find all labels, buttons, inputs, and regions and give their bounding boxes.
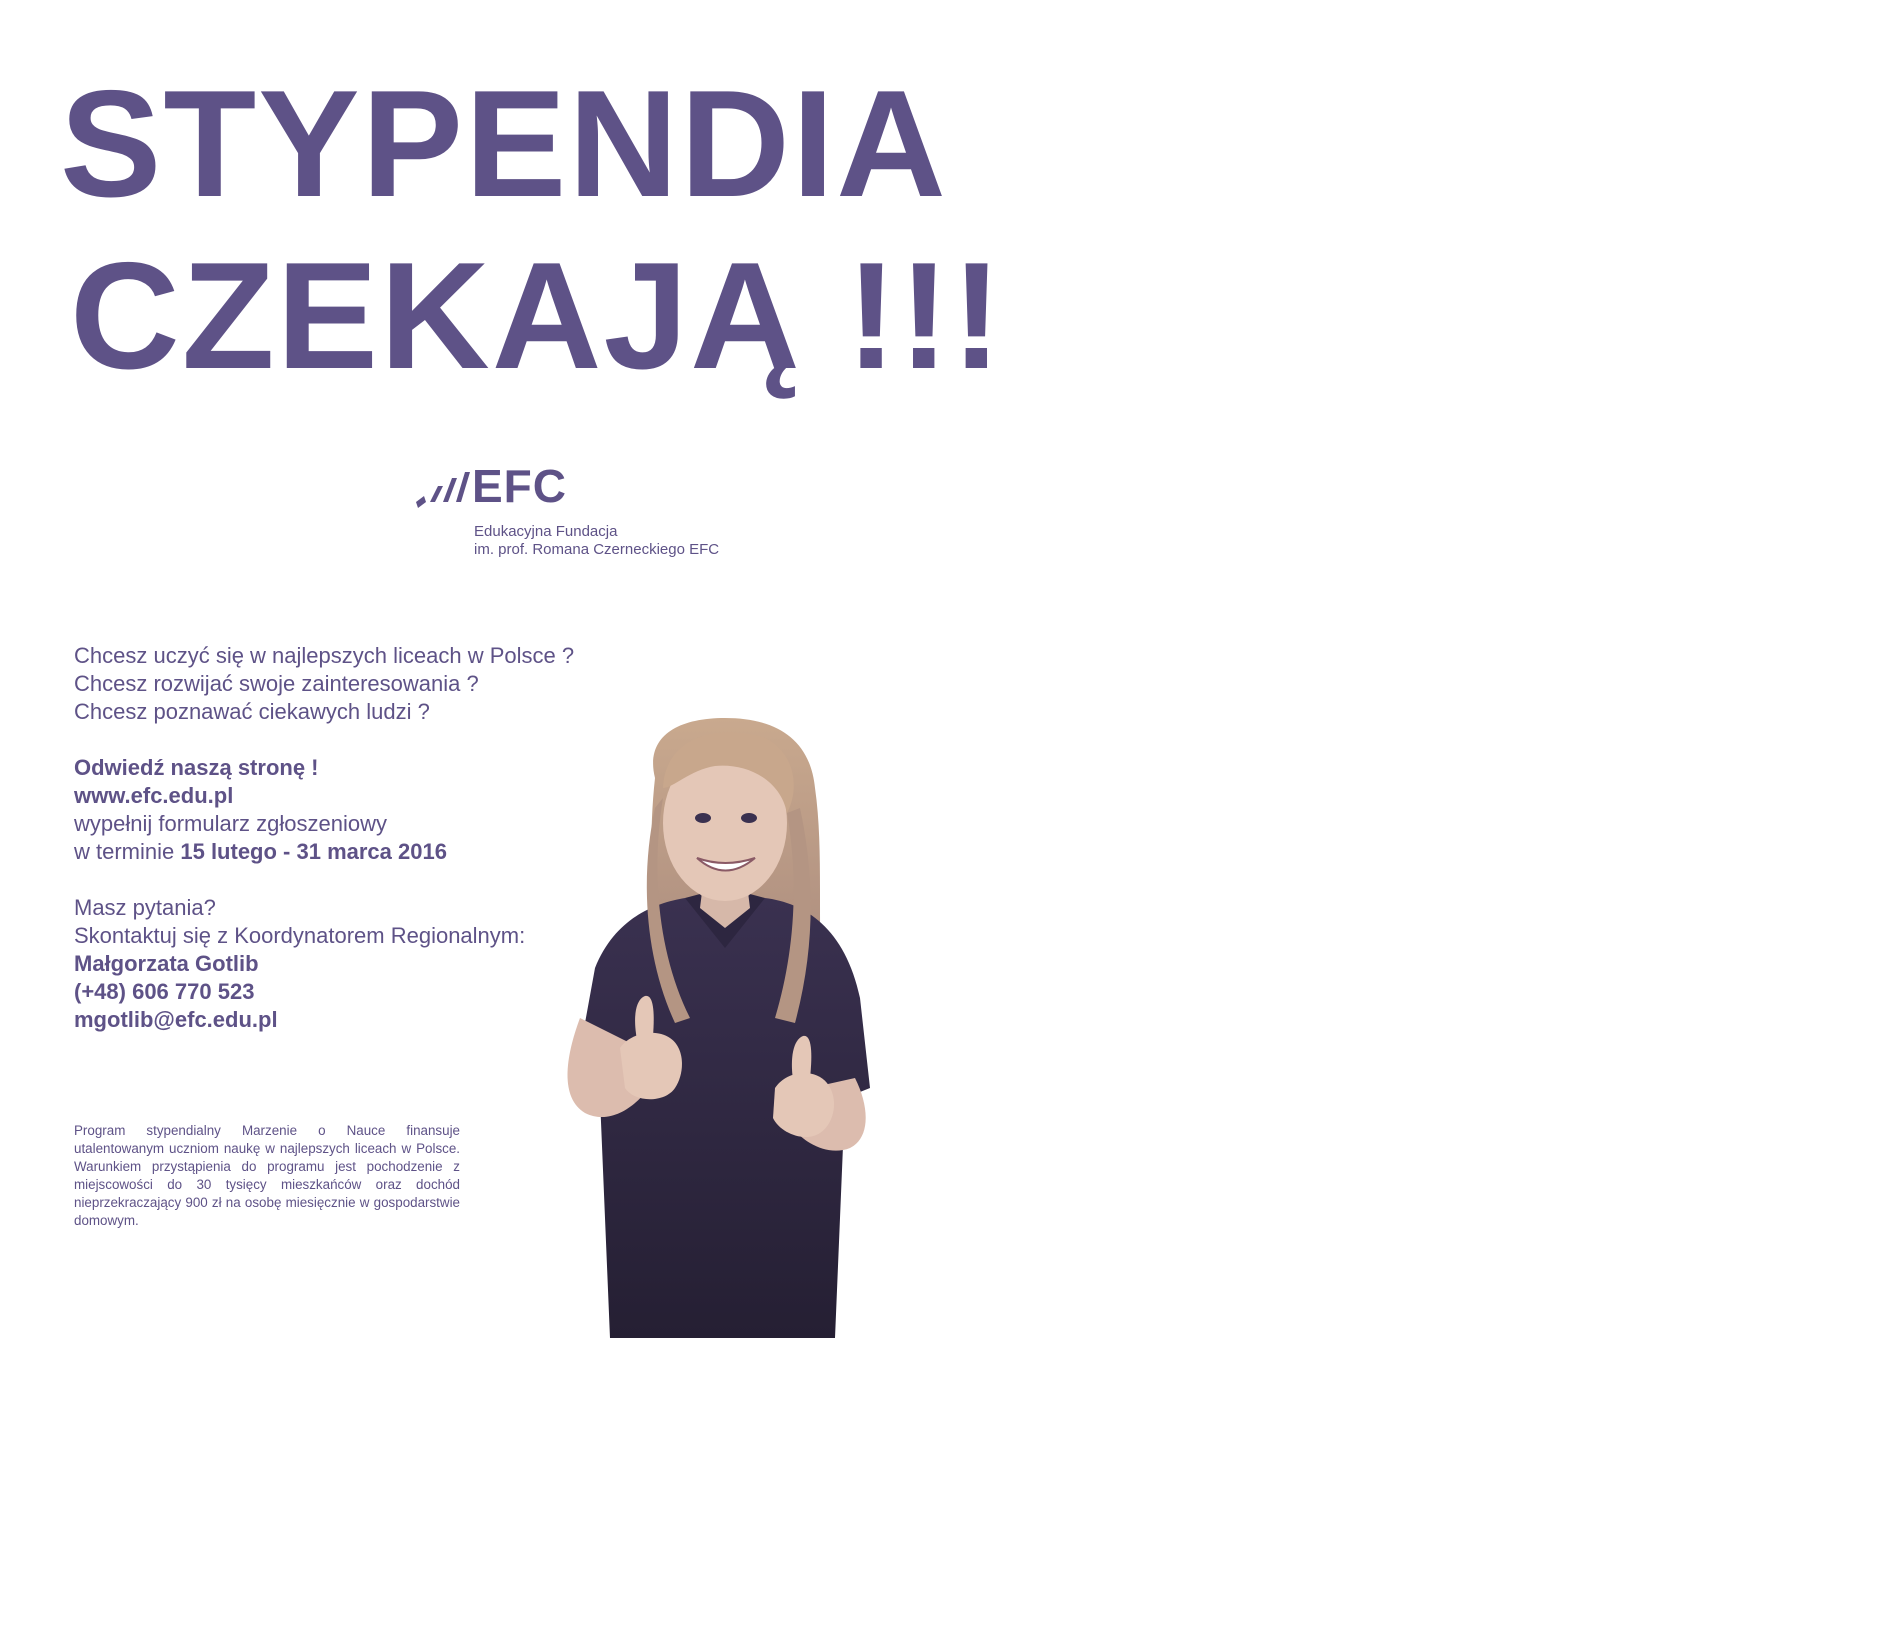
form-instruction: wypełnij formularz zgłoszeniowy	[74, 811, 388, 836]
headline-line-1: STYPENDIA	[60, 59, 948, 229]
logo-subtitle-line-2: im. prof. Romana Czerneckiego EFC	[474, 541, 720, 558]
efc-logo	[414, 460, 734, 563]
efc-wordmark: EFC	[472, 460, 567, 512]
call-to-action-block	[74, 754, 447, 866]
coordinator-phone[interactable]: (+48) 606 770 523	[74, 979, 255, 1004]
coordinator-email[interactable]: mgotlib@efc.edu.pl	[74, 1007, 278, 1032]
efc-logo-subtitle	[474, 523, 719, 559]
headline-line-2: CZEKAJĄ !!!	[70, 231, 1004, 401]
question-3: Chcesz poznawać ciekawych ludzi ?	[74, 699, 430, 724]
contact-block	[74, 894, 525, 1034]
program-fineprint: Program stypendialny Marzenie o Nauce finansuje utalentowanym uczniom naukę w najlepszych liceach w Polsce. Warunkiem przystąpienia do programu jest pochodzenie z miejscowości do 30 tysięcy mieszkańców oraz dochód nieprzekraczający 900 zł na osobę miesięcznie w gospodarstwie domowym.	[74, 1123, 460, 1228]
efc-logo-mark-icon	[414, 468, 470, 508]
student-thumbs-up-photo	[525, 718, 925, 1338]
deadline-prefix: w terminie	[74, 839, 181, 864]
logo-subtitle-line-1: Edukacyjna Fundacja	[474, 523, 618, 540]
question-2: Chcesz rozwijać swoje zainteresowania ?	[74, 671, 479, 696]
questions-block	[74, 642, 574, 726]
deadline-dates: 15 lutego - 31 marca 2016	[180, 839, 447, 864]
contact-instruction: Skontaktuj się z Koordynatorem Regionalnym:	[74, 923, 526, 948]
contact-question: Masz pytania?	[74, 895, 216, 920]
coordinator-name: Małgorzata Gotlib	[74, 951, 259, 976]
visit-heading: Odwiedź naszą stronę !	[74, 755, 319, 780]
website-link[interactable]: www.efc.edu.pl	[74, 783, 234, 808]
deadline-line	[74, 838, 447, 866]
question-1: Chcesz uczyć się w najlepszych liceach w Polsce ?	[74, 643, 575, 668]
